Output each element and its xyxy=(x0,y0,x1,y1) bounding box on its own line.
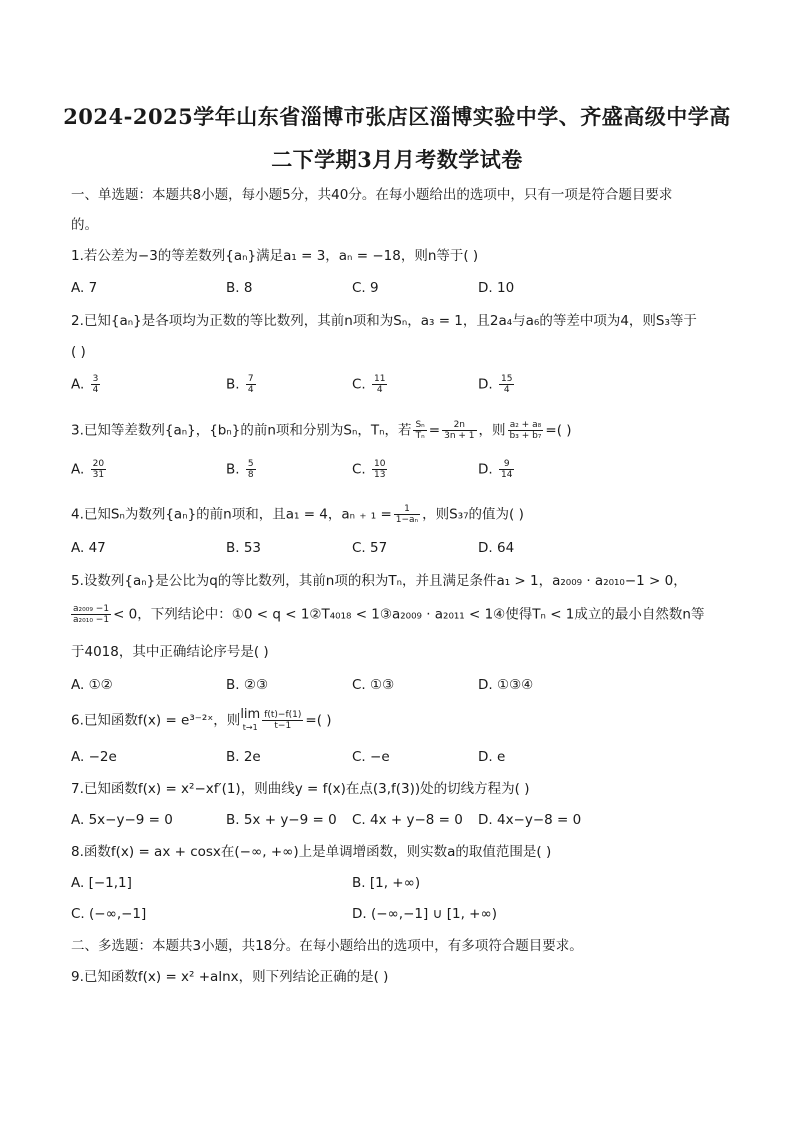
q2-option-a-label: A. xyxy=(71,376,85,393)
q4-option-c: C. 57 xyxy=(352,540,388,556)
q7-option-c: C. 4x + y−8 = 0 xyxy=(352,812,463,828)
q2-option-b-label: B. xyxy=(226,376,240,393)
q3-option-d-label: D. xyxy=(478,461,493,478)
q7-stem: 7.已知函数f(x) = x²−xf′(1)，则曲线y = f(x)在点(3,f(3))处的切线方程为( ) xyxy=(71,781,530,797)
q3-option-d-num: 9 xyxy=(499,459,514,470)
q2-stem-cont: ( ) xyxy=(71,344,86,360)
q8-stem: 8.函数f(x) = ax + cosx在(−∞, +∞)上是单调增函数，则实数a的取值范围是( ) xyxy=(71,844,552,860)
q3-stem xyxy=(71,420,572,441)
q7-option-a: A. 5x−y−9 = 0 xyxy=(71,812,173,828)
q3-option-c-label: C. xyxy=(352,461,366,478)
q6-lim: lim xyxy=(240,707,261,722)
q4-option-b: B. 53 xyxy=(226,540,262,556)
q4-frac-den: 1−aₙ xyxy=(395,515,419,525)
q6-stem-b: =( ) xyxy=(305,712,332,729)
exam-title-line1: 2024-2025学年山东省淄博市张店区淄博实验中学、齐盛高级中学高 xyxy=(63,104,731,129)
q3-frac3-num: a₂ + a₈ xyxy=(508,420,544,431)
q6-lim-sub: t→1 xyxy=(242,723,258,732)
q2-option-c-num: 11 xyxy=(374,374,386,384)
q2-option-d-label: D. xyxy=(478,376,493,393)
q2-option-c xyxy=(352,374,389,395)
q5-option-c: C. ①③ xyxy=(352,677,395,693)
q7-option-b: B. 5x + y−9 = 0 xyxy=(226,812,337,828)
q3-eq: = xyxy=(428,422,441,439)
q3-option-a-num: 20 xyxy=(92,459,105,469)
q4-stem-a: 4.已知Sₙ为数列{aₙ}的前n项和，且a₁ = 4，aₙ ₊ ₁ = xyxy=(71,506,392,523)
section1-instructions-cont: 的。 xyxy=(71,217,98,233)
section2-instructions: 二、多选题：本题共3小题，共18分。在每小题给出的选项中，有多项符合题目要求。 xyxy=(71,938,583,954)
q8-option-c: C. (−∞,−1] xyxy=(71,906,147,922)
q5-stem-line2: < 0，下列结论中：①0 < q < 1②T₄₀₁₈ < 1③a₂₀₀₉ · a₂₀₁₁ < 1④使得Tₙ < 1成立的最小自然数n等 xyxy=(113,606,705,623)
q3-option-c-num: 10 xyxy=(374,459,386,469)
q2-option-a-num: 3 xyxy=(92,374,99,384)
q8-option-d: D. (−∞,−1] ∪ [1, +∞) xyxy=(352,906,497,922)
q1-stem: 1.若公差为−3的等差数列{aₙ}满足a₁ = 3，aₙ = −18，则n等于( ) xyxy=(71,248,479,264)
q6-frac-num: f(t)−f(1) xyxy=(264,710,302,720)
q3-stem-c: =( ) xyxy=(545,422,572,439)
q5-stem-cont xyxy=(71,604,704,625)
q5-stem: 5.设数列{aₙ}是公比为q的等比数列，其前n项的积为Tₙ，并且满足条件a₁ > 1，a₂₀₀₉ · a₂₀₁₀−1 > 0， xyxy=(71,573,687,589)
q6-stem-a: 6.已知函数f(x) = e³⁻²ˣ，则 xyxy=(71,712,241,729)
q4-stem-b: ，则S₃₇的值为( ) xyxy=(422,506,524,523)
q3-option-b xyxy=(226,459,258,480)
q7-option-d: D. 4x−y−8 = 0 xyxy=(478,812,582,828)
exam-title-line2: 二下学期3月月考数学试卷 xyxy=(271,147,523,172)
q3-stem-a: 3.已知等差数列{aₙ}，{bₙ}的前n项和分别为Sₙ，Tₙ，若 xyxy=(71,422,412,439)
q4-stem xyxy=(71,504,524,525)
q6-option-b: B. 2e xyxy=(226,749,261,765)
q6-option-a: A. −2e xyxy=(71,749,117,765)
q5-stem-cont2: 于4018，其中正确结论序号是( ) xyxy=(71,644,269,660)
q2-option-b-num: 7 xyxy=(247,374,254,384)
q1-option-b: B. 8 xyxy=(226,280,253,296)
q8-option-a: A. [−1,1] xyxy=(71,875,132,891)
q4-option-a: A. 47 xyxy=(71,540,106,556)
q2-option-b-den: 4 xyxy=(247,385,254,395)
q3-frac2-den: 3n + 1 xyxy=(444,431,475,441)
q5-option-d: D. ①③④ xyxy=(478,677,534,693)
q3-option-b-den: 8 xyxy=(247,470,254,480)
q5-frac-den: a₂₀₁₀ −1 xyxy=(73,615,110,625)
q3-option-d-den: 14 xyxy=(500,470,513,480)
q3-option-a xyxy=(71,459,108,480)
q3-option-d xyxy=(478,459,516,480)
q3-option-c xyxy=(352,459,389,480)
q3-frac1-den: Tₙ xyxy=(415,431,425,441)
q2-option-a xyxy=(71,374,102,395)
q2-option-d-den: 4 xyxy=(503,385,510,395)
q3-stem-b: ，则 xyxy=(478,422,506,439)
q4-frac-num: 1 xyxy=(394,504,420,515)
q6-frac-den: t−1 xyxy=(274,721,292,731)
q2-option-c-label: C. xyxy=(352,376,366,393)
q3-option-b-label: B. xyxy=(226,461,240,478)
q8-option-b: B. [1, +∞) xyxy=(352,875,421,891)
q1-option-a: A. 7 xyxy=(71,280,98,296)
q3-option-b-num: 5 xyxy=(247,459,254,469)
q4-option-d: D. 64 xyxy=(478,540,515,556)
q2-option-a-den: 4 xyxy=(92,385,99,395)
q1-option-d: D. 10 xyxy=(478,280,515,296)
q2-option-b xyxy=(226,374,258,395)
q3-option-a-den: 31 xyxy=(92,470,105,480)
q5-option-b: B. ②③ xyxy=(226,677,269,693)
q1-option-c: C. 9 xyxy=(352,280,379,296)
q6-option-d: D. e xyxy=(478,749,506,765)
section1-instructions: 一、单选题：本题共8小题，每小题5分，共40分。在每小题给出的选项中，只有一项是符合题目要求 xyxy=(71,187,673,203)
q2-stem: 2.已知{aₙ}是各项均为正数的等比数列，其前n项和为Sₙ，a₃ = 1，且2a₄与a₆的等差中项为4，则S₃等于 xyxy=(71,313,697,329)
q3-frac3-den: b₃ + b₇ xyxy=(509,431,542,441)
q3-frac2-num: 2n xyxy=(442,420,476,431)
q6-stem xyxy=(71,708,332,733)
q5-frac-num: a₂₀₀₉ −1 xyxy=(73,604,110,614)
q3-frac1-num: Sₙ xyxy=(415,420,425,430)
q5-option-a: A. ①② xyxy=(71,677,113,693)
q3-option-c-den: 13 xyxy=(374,470,386,480)
q2-option-d-num: 15 xyxy=(500,374,513,384)
q6-option-c: C. −e xyxy=(352,749,390,765)
q9-stem: 9.已知函数f(x) = x² +alnx，则下列结论正确的是( ) xyxy=(71,969,389,985)
q2-option-d xyxy=(478,374,516,395)
q2-option-c-den: 4 xyxy=(376,385,383,395)
q3-option-a-label: A. xyxy=(71,461,85,478)
